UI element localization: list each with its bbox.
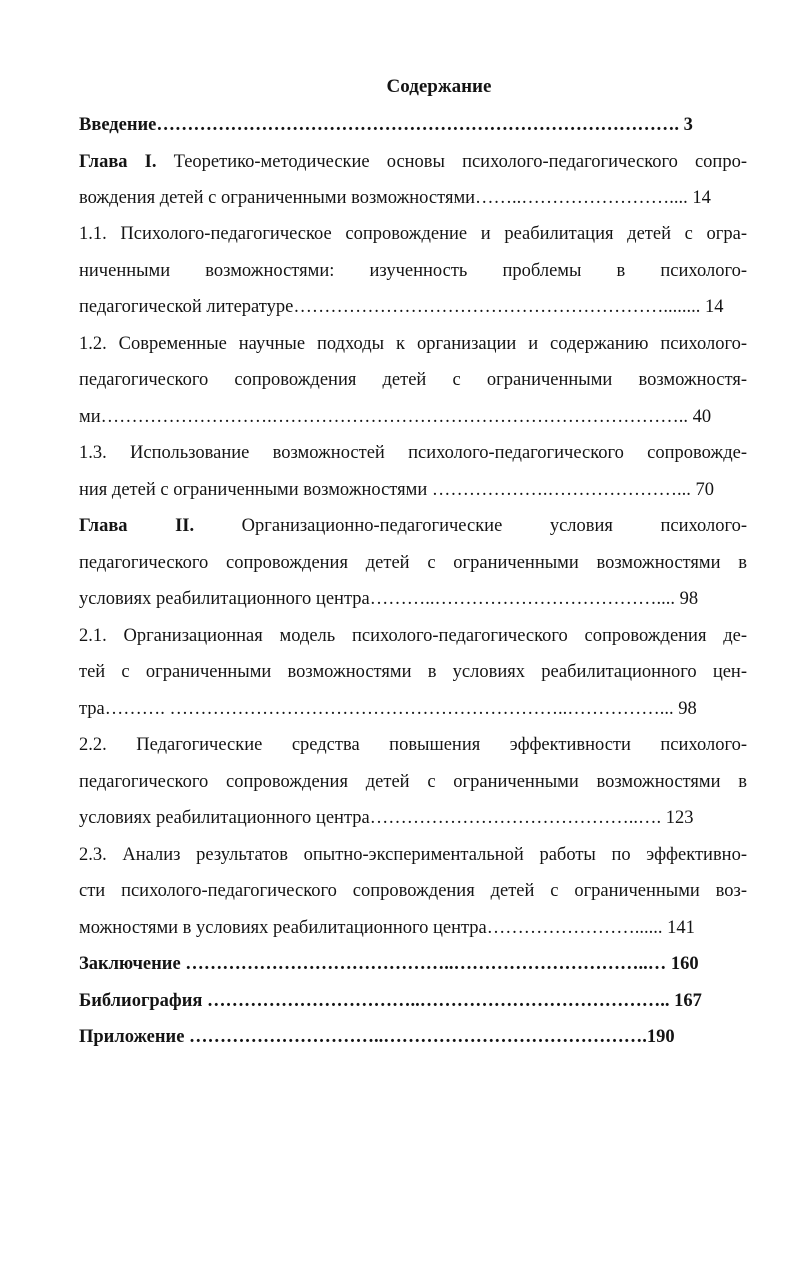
- toc-entry-1-3-line-1: 1.3. Использование возможностей психолого-педагогического сопровожде-: [79, 443, 747, 463]
- toc-entry-2-1-line-1: 2.1. Организационная модель психолого-педагогического сопровождения де-: [79, 626, 747, 646]
- chapter-1-title-start: Теоретико-методические основы психолого-педагогического сопро-: [173, 152, 747, 172]
- toc-entry-1-1-line-3: педагогической литературе……………………………………………………........ 14: [79, 297, 724, 317]
- toc-entry-2-3-line-2: сти психолого-педагогического сопровождения детей с ограниченными воз-: [79, 881, 747, 901]
- toc-entry-2-3-line-1: 2.3. Анализ результатов опытно-экспериментальной работы по эффективно-: [79, 845, 747, 865]
- toc-entry-chapter-1-line-1: [79, 150, 747, 174]
- toc-entry-1-2-line-3: ми……………………….………………………………………………………….. 40: [79, 407, 712, 427]
- toc-entry-1-1-line-2: ниченными возможностями: изученность проблемы в психолого-: [79, 261, 747, 281]
- toc-entry-chapter-2-line-3: условиях реабилитационного центра………..……………………………….... 98: [79, 589, 699, 609]
- toc-entry-2-3-line-3: можностями в условиях реабилитационного центра……………………...... 141: [79, 918, 695, 938]
- chapter-1-label: Глава I.: [79, 152, 157, 172]
- toc-entry-conclusion: Заключение ……………………………………..…………………………..… 160: [79, 954, 699, 974]
- toc-entry-2-2-line-3: условиях реабилитационного центра……………………………………..…. 123: [79, 808, 694, 828]
- chapter-2-numeral: II.: [175, 516, 195, 536]
- toc-entry-chapter-2-line-1: [79, 514, 747, 538]
- toc-entry-1-3-line-2: ния детей с ограниченными возможностями ……………….…………………... 70: [79, 480, 715, 500]
- toc-entry-1-1-line-1: 1.1. Психолого-педагогическое сопровождение и реабилитация детей с огра-: [79, 224, 747, 244]
- chapter-2-w2: условия: [549, 516, 613, 536]
- toc-entry-2-2-line-1: 2.2. Педагогические средства повышения эффективности психолого-: [79, 735, 747, 755]
- toc-entry-introduction: Введение…………………………………………………………………………. 3: [79, 115, 693, 135]
- toc-entry-2-2-line-2: педагогического сопровождения детей с ограниченными возможностями в: [79, 772, 747, 792]
- toc-title: Содержание: [386, 76, 492, 97]
- chapter-2-w3: психолого-: [660, 516, 747, 536]
- toc-entry-2-1-line-3: тра………. ………………………………………………………..……………... 98: [79, 699, 697, 719]
- toc-entry-1-2-line-1: 1.2. Современные научные подходы к организации и содержанию психолого-: [79, 334, 747, 354]
- toc-entry-bibliography: Библиография ……………………………..………………………………….. 167: [79, 991, 702, 1011]
- chapter-2-w1: Организационно-педагогические: [241, 516, 503, 536]
- chapter-2-label: Глава: [79, 516, 128, 536]
- toc-entry-2-1-line-2: тей с ограниченными возможностями в условиях реабилитационного цен-: [79, 662, 747, 682]
- toc-entry-chapter-1-line-2: вождения детей с ограниченными возможностями……..…………………….... 14: [79, 188, 711, 208]
- toc-entry-appendix: Приложение …………………………..…………………………………….190: [79, 1027, 675, 1047]
- toc-entry-chapter-2-line-2: педагогического сопровождения детей с ограниченными возможностями в: [79, 553, 747, 573]
- toc-entry-1-2-line-2: педагогического сопровождения детей с ограниченными возможностя-: [79, 370, 747, 390]
